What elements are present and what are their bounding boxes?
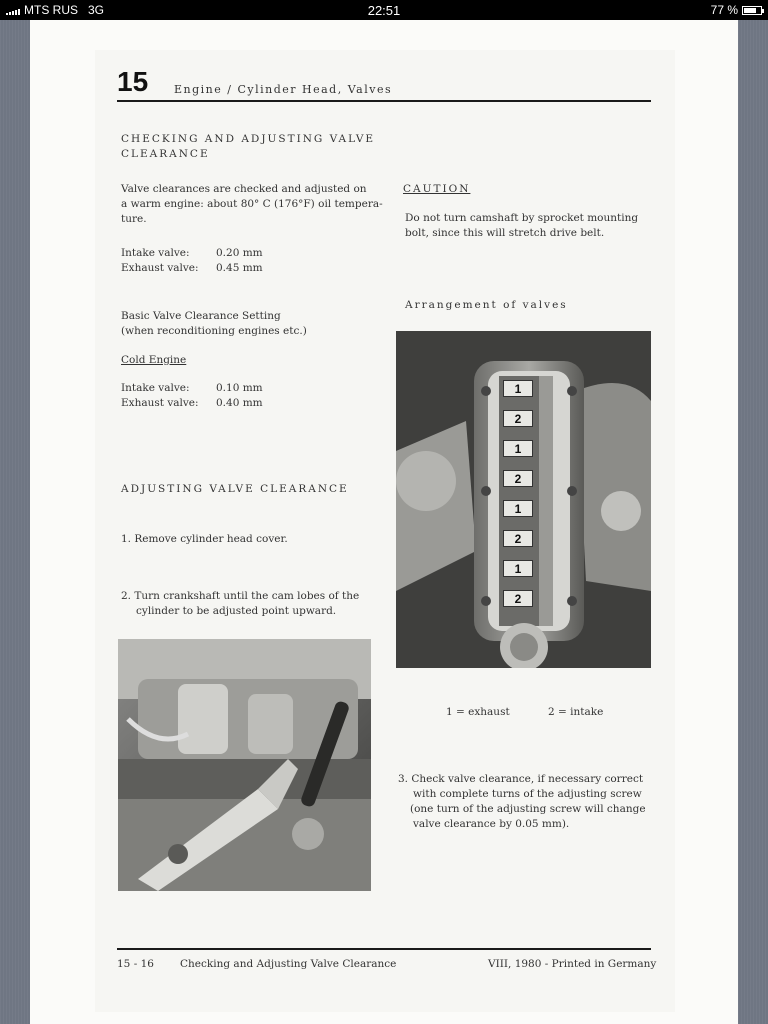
- battery-icon: [742, 6, 762, 15]
- step-1: 1. Remove cylinder head cover.: [121, 533, 288, 545]
- warm-intake-row: Intake valve: 0.20 mm: [121, 247, 263, 259]
- status-bar: [0, 0, 768, 20]
- valve-label: 2: [503, 470, 533, 487]
- cold-intake-row: Intake valve: 0.10 mm: [121, 382, 263, 394]
- cold-exhaust-row: Exhaust valve: 0.40 mm: [121, 397, 263, 409]
- footer-title: Checking and Adjusting Valve Clearance: [180, 958, 397, 970]
- footer-rule: [117, 948, 651, 950]
- header-rule: [117, 100, 651, 102]
- status-right: [711, 3, 762, 17]
- caution-heading: CAUTION: [403, 183, 471, 195]
- signal-strength-icon: [6, 5, 20, 15]
- warm-exhaust-row: Exhaust valve: 0.45 mm: [121, 262, 263, 274]
- document-page[interactable]: [30, 20, 738, 1024]
- valve-label: 1: [503, 560, 533, 577]
- carrier-name: MTS RUS: [24, 3, 78, 17]
- section-title-checking: CHECKING AND ADJUSTING VALVE CLEARANCE: [121, 133, 376, 160]
- cold-engine-heading: Cold Engine: [121, 354, 187, 366]
- valve-label: 1: [503, 500, 533, 517]
- step-2: 2. Turn crankshaft until the cam lobes of the cylinder to be adjusted point upward.: [121, 590, 360, 617]
- footer-page-number: 15 - 16: [117, 958, 154, 970]
- clock: 22:51: [367, 2, 401, 18]
- valve-label: 2: [503, 410, 533, 427]
- caution-text: Do not turn camshaft by sprocket mounting bolt, since this will stretch drive belt.: [405, 212, 639, 239]
- valve-label: 1: [503, 440, 533, 457]
- network-type: 3G: [88, 3, 105, 17]
- valve-label: 2: [503, 590, 533, 607]
- warm-clearance-table: [121, 246, 263, 276]
- section-title-adjusting: ADJUSTING VALVE CLEARANCE: [121, 483, 349, 495]
- valve-arrangement-photo: [396, 331, 651, 668]
- legend-exhaust: 1 = exhaust: [446, 706, 510, 718]
- cold-clearance-table: [121, 381, 263, 411]
- chapter-number: 15: [117, 66, 149, 97]
- battery-percent: 77 %: [710, 3, 738, 17]
- arrangement-caption: Arrangement of valves: [405, 299, 568, 311]
- status-left: [6, 3, 104, 17]
- battery-fill: [744, 8, 756, 13]
- adjusting-photo: [118, 639, 371, 891]
- intro-paragraph: Valve clearances are checked and adjusted on a warm engine: about 80° C (176°F) oil tempera- ture.: [121, 183, 383, 225]
- valve-label-column: [503, 380, 533, 620]
- valve-label: 1: [503, 380, 533, 397]
- footer-print-info: VIII, 1980 - Printed in Germany: [488, 958, 657, 970]
- basic-setting-heading: Basic Valve Clearance Setting (when reconditioning engines etc.): [121, 310, 307, 337]
- header-title: Engine / Cylinder Head, Valves: [174, 83, 393, 96]
- legend-intake: 2 = intake: [548, 706, 604, 718]
- step-3: 3. Check valve clearance, if necessary correct with complete turns of the adjusting screw (one turn of the adjusting screw will change valve clearance by 0.05 mm).: [398, 773, 646, 830]
- valve-label: 2: [503, 530, 533, 547]
